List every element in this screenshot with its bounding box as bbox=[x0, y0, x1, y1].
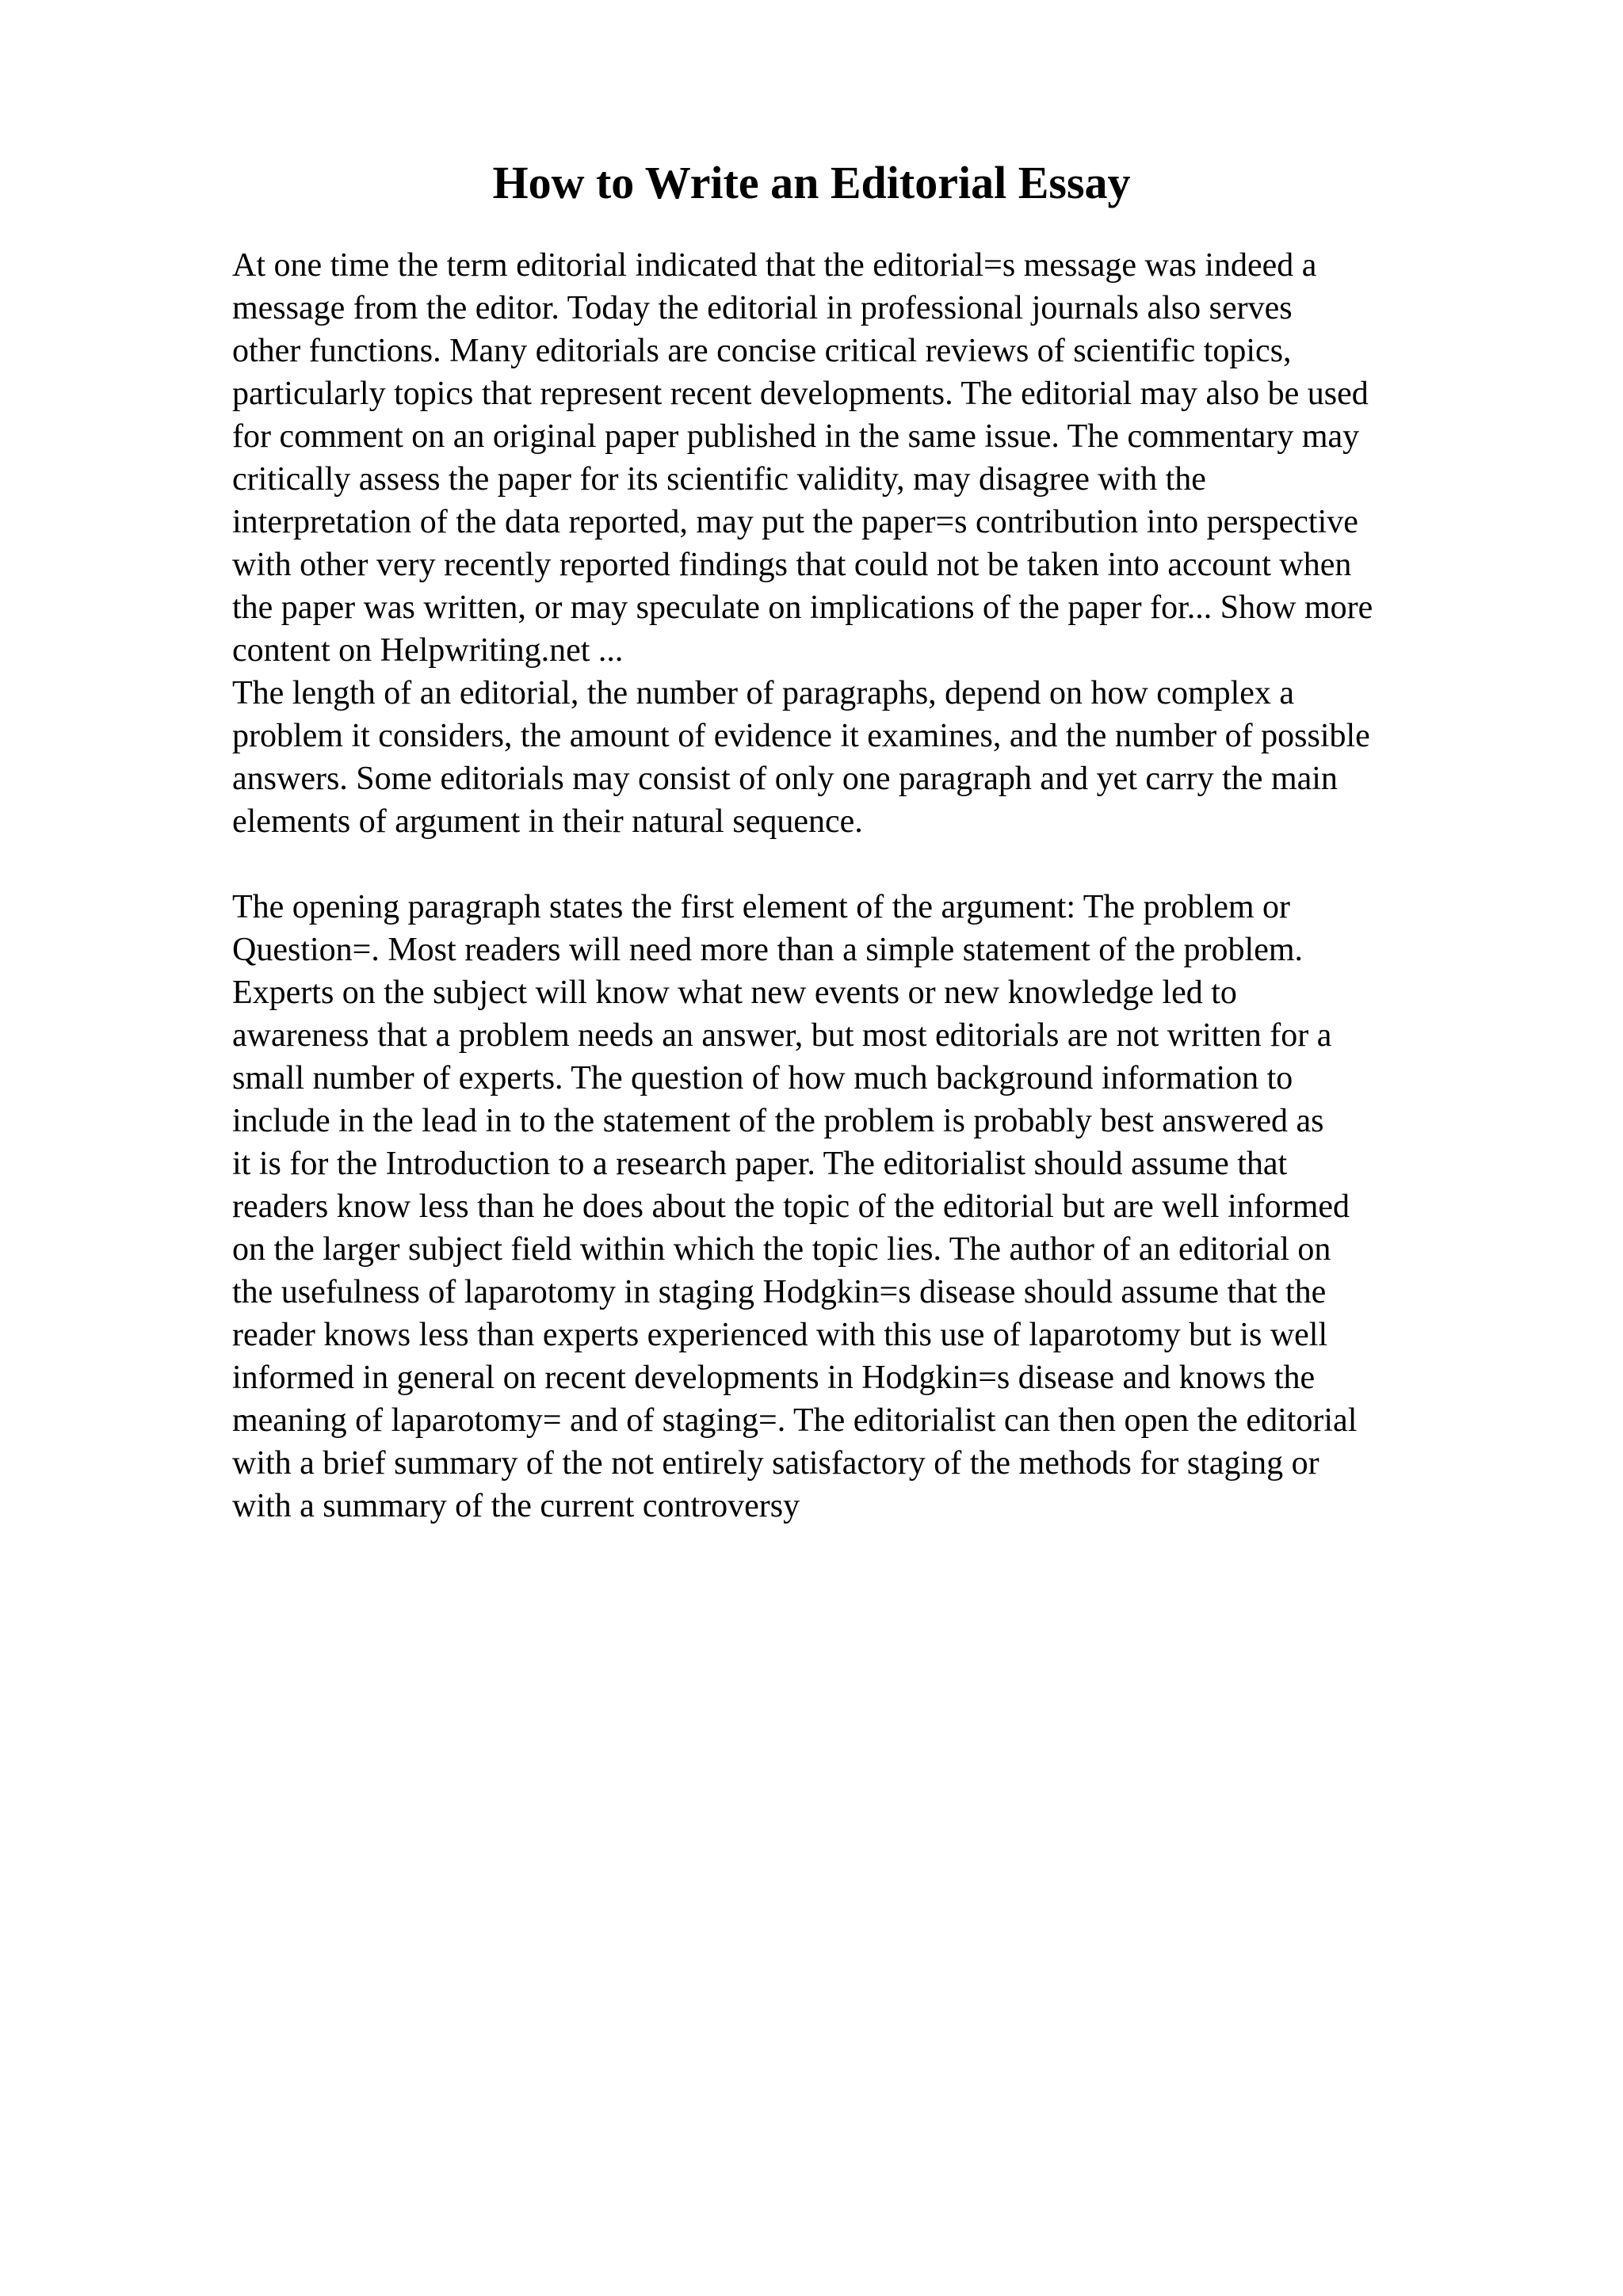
text-line: awareness that a problem needs an answer, but most editorials are not written for a bbox=[232, 1017, 1332, 1054]
paragraph-1 bbox=[232, 244, 1595, 672]
paragraph-3 bbox=[232, 886, 1595, 1527]
text-line: with a summary of the current controversy bbox=[232, 1488, 800, 1524]
text-line: The opening paragraph states the first element of the argument: The problem or bbox=[232, 889, 1291, 925]
text-line: with other very recently reported findings that could not be taken into account when bbox=[232, 547, 1352, 583]
text-line: problem it considers, the amount of evidence it examines, and the number of possible bbox=[232, 718, 1370, 754]
text-line: include in the lead in to the statement of the problem is probably best answered as bbox=[232, 1103, 1324, 1139]
text-line: meaning of laparotomy= and of staging=. The editorialist can then open the editorial bbox=[232, 1402, 1358, 1439]
text-line: message from the editor. Today the editorial in professional journals also serves bbox=[232, 290, 1293, 326]
text-line: answers. Some editorials may consist of only one paragraph and yet carry the main bbox=[232, 761, 1338, 797]
text-line: with a brief summary of the not entirely satisfactory of the methods for staging or bbox=[232, 1445, 1319, 1482]
text-line: critically assess the paper for its scientific validity, may disagree with the bbox=[232, 461, 1206, 498]
paragraph-2 bbox=[232, 672, 1595, 843]
document-body bbox=[232, 244, 1595, 1527]
text-line: the usefulness of laparotomy in staging Hodgkin=s disease should assume that the bbox=[232, 1274, 1327, 1310]
text-line: particularly topics that represent recent developments. The editorial may also be used bbox=[232, 376, 1369, 412]
text-line: Question=. Most readers will need more than a simple statement of the problem. bbox=[232, 932, 1304, 968]
text-line: on the larger subject field within which the topic lies. The author of an editorial on bbox=[232, 1231, 1331, 1268]
text-line: for comment on an original paper published in the same issue. The commentary may bbox=[232, 418, 1360, 455]
text-line: The length of an editorial, the number of paragraphs, depend on how complex a bbox=[232, 675, 1295, 711]
text-line: other functions. Many editorials are concise critical reviews of scientific topics, bbox=[232, 333, 1292, 369]
text-line: At one time the term editorial indicated that the editorial=s message was indeed a bbox=[232, 247, 1317, 284]
text-line: interpretation of the data reported, may put the paper=s contribution into perspective bbox=[232, 504, 1358, 540]
text-line: it is for the Introduction to a research paper. The editorialist should assume that bbox=[232, 1146, 1288, 1182]
paragraph-spacer bbox=[232, 843, 1595, 886]
text-line: small number of experts. The question of how much background information to bbox=[232, 1060, 1293, 1097]
document-title: How to Write an Editorial Essay bbox=[492, 157, 1131, 208]
text-line: the paper was written, or may speculate on implications of the paper for... Show more bbox=[232, 589, 1373, 626]
text-line: readers know less than he does about the topic of the editorial but are well informed bbox=[232, 1188, 1350, 1225]
text-line: content on Helpwriting.net ... bbox=[232, 632, 624, 669]
text-line: reader knows less than experts experienced with this use of laparotomy but is well bbox=[232, 1317, 1328, 1353]
text-line: elements of argument in their natural sequence. bbox=[232, 803, 863, 840]
text-line: Experts on the subject will know what new events or new knowledge led to bbox=[232, 974, 1237, 1011]
text-line: informed in general on recent developments in Hodgkin=s disease and knows the bbox=[232, 1360, 1316, 1396]
